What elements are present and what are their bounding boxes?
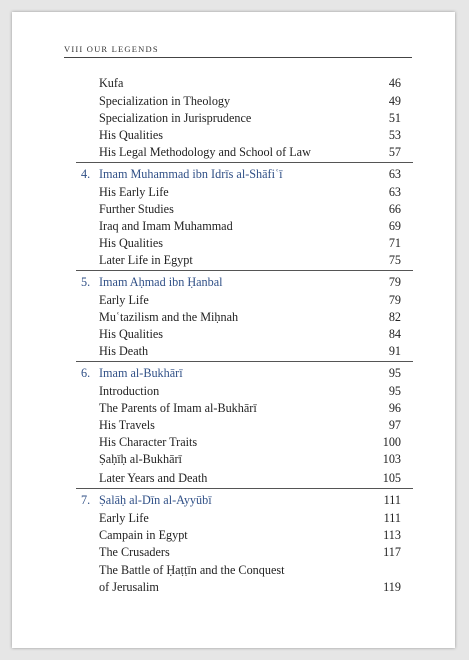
entry-title: Ṣalāḥ al-Dīn al-Ayyūbī (99, 493, 212, 507)
entry-title: The Battle of Ḥaṭṭīn and the Conquest (99, 563, 285, 577)
page-number: 82 (388, 310, 401, 324)
toc-entry-row (81, 399, 401, 417)
chapter-number: 6. (81, 366, 91, 380)
toc-chapter-row (81, 273, 401, 291)
entry-title: His Qualities (99, 128, 163, 142)
entry-title: His Qualities (99, 327, 163, 341)
toc-entry-row (81, 308, 401, 326)
toc-entry-row (81, 109, 401, 127)
toc-entry-row (81, 450, 401, 468)
toc-entry-row (81, 433, 401, 451)
page-number: 79 (388, 275, 401, 289)
entry-title: Specialization in Theology (99, 94, 231, 108)
chapter-number: 5. (81, 275, 91, 289)
page-number: 97 (388, 418, 401, 432)
page-number: 84 (388, 327, 401, 341)
page-number: 113 (383, 528, 401, 542)
toc-entry-row (81, 92, 401, 110)
toc-entry-row (81, 234, 401, 252)
page-number: 71 (388, 236, 401, 250)
page-number: 111 (383, 493, 401, 507)
toc-entry-row (81, 183, 401, 201)
toc-entry-row (81, 469, 401, 487)
entry-title: Imam Aḥmad ibn Ḥanbal (99, 275, 223, 289)
entry-title: Early Life (99, 293, 149, 307)
entry-title: His Death (99, 344, 149, 358)
toc-entry-row (81, 251, 401, 269)
entry-title: Introduction (99, 384, 160, 398)
entry-title: Imam Muhammad ibn Idrīs al-Shāfiʿī (99, 167, 283, 181)
page-number: 100 (382, 435, 401, 449)
page-number: 111 (383, 511, 401, 525)
toc-chapter-row (81, 364, 401, 382)
page-number: 95 (388, 384, 401, 398)
toc-entry-row (81, 526, 401, 544)
page-number: 57 (388, 145, 401, 159)
entry-title: Further Studies (99, 202, 174, 216)
entry-title: The Crusaders (99, 545, 170, 559)
page-number: 119 (383, 580, 401, 594)
section-divider (76, 488, 413, 489)
entry-title: His Legal Methodology and School of Law (99, 145, 311, 159)
toc-entry-row (81, 578, 401, 596)
toc-entry-row (81, 561, 401, 579)
toc-entry-row (81, 126, 401, 144)
section-divider (76, 162, 413, 163)
entry-title: His Travels (99, 418, 155, 432)
chapter-number: 4. (81, 167, 91, 181)
entry-title: of Jerusalim (99, 580, 159, 594)
entry-title: Campain in Egypt (99, 528, 188, 542)
entry-title: His Qualities (99, 236, 163, 250)
book-page (12, 12, 455, 648)
toc-entry-row (81, 342, 401, 360)
toc-entry-row (81, 509, 401, 527)
toc-entry-row (81, 543, 401, 561)
page-number: 75 (388, 253, 401, 267)
page-number: 69 (388, 219, 401, 233)
entry-title: Iraq and Imam Muhammad (99, 219, 233, 233)
page-number: 79 (388, 293, 401, 307)
entry-title: Specialization in Jurisprudence (99, 111, 252, 125)
entry-title: Muʿtazilism and the Miḥnah (99, 310, 239, 324)
entry-title: Ṣaḥīḥ al-Bukhārī (99, 452, 182, 466)
page-number: 49 (388, 94, 401, 108)
page-number: 51 (388, 111, 401, 125)
page-number: 95 (388, 366, 401, 380)
entry-title: Early Life (99, 511, 149, 525)
page-number: 63 (388, 167, 401, 181)
entry-title: His Early Life (99, 185, 169, 199)
toc-chapter-row (81, 165, 401, 183)
header-text: VIII OUR LEGENDS (64, 44, 159, 54)
page-number: 105 (382, 471, 401, 485)
section-divider (76, 361, 413, 362)
toc-entry-row (81, 291, 401, 309)
toc-entry-row (81, 382, 401, 400)
page-number: 96 (388, 401, 401, 415)
page-number: 103 (382, 452, 401, 466)
toc-chapter-row (81, 491, 401, 509)
toc-entry-row (81, 143, 401, 161)
entry-title: Later Years and Death (99, 471, 208, 485)
running-header (64, 44, 412, 58)
toc-entry-row (81, 217, 401, 235)
page-number: 91 (388, 344, 401, 358)
toc-entry-row (81, 200, 401, 218)
entry-title: The Parents of Imam al-Bukhārī (99, 401, 257, 415)
entry-title: Imam al-Bukhārī (99, 366, 183, 380)
toc-entry-row (81, 416, 401, 434)
page-number: 117 (383, 545, 401, 559)
page-number: 53 (388, 128, 401, 142)
page-number: 46 (388, 76, 401, 90)
toc-entry-row (81, 74, 401, 92)
entry-title: His Character Traits (99, 435, 198, 449)
page-number: 66 (388, 202, 401, 216)
chapter-number: 7. (81, 493, 91, 507)
entry-title: Later Life in Egypt (99, 253, 193, 267)
toc-entry-row (81, 325, 401, 343)
section-divider (76, 270, 413, 271)
page-number: 63 (388, 185, 401, 199)
entry-title: Kufa (99, 76, 124, 90)
